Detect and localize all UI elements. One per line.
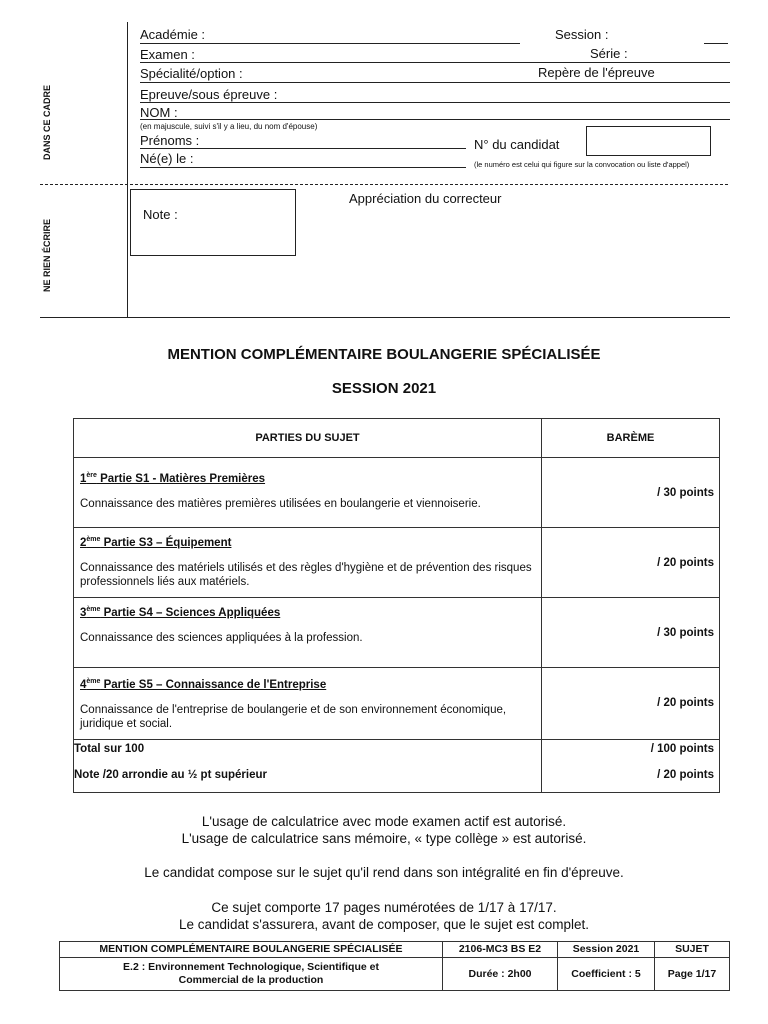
part-points: / 20 points: [542, 528, 720, 598]
footer-table: [59, 941, 730, 991]
table-row: [74, 668, 720, 740]
specialite-label: Spécialité/option :: [140, 66, 243, 81]
examen-label: Examen :: [140, 47, 195, 62]
table-row: [74, 598, 720, 668]
footer-sujet: SUJET: [655, 942, 730, 958]
ne-le-label: Né(e) le :: [140, 151, 194, 166]
totals-row: [74, 739, 720, 792]
header-frame-left: [127, 22, 128, 317]
academie-line: [140, 43, 520, 44]
footer-coef: Coefficient : 5: [558, 958, 655, 991]
serie-label: Série :: [590, 46, 628, 61]
note-label: Note :: [143, 207, 178, 222]
part-cell: [74, 668, 542, 740]
part-desc: Connaissance des matières premières utilisées en boulangerie et viennoiserie.: [80, 497, 481, 510]
part-title: 2ème Partie S3 – Équipement: [80, 536, 232, 549]
footer-code: 2106-MC3 BS E2: [443, 942, 558, 958]
totals-labels: [74, 739, 542, 792]
note-20-label: Note /20 arrondie au ½ pt supérieur: [74, 768, 267, 781]
epreuve-label: Epreuve/sous épreuve :: [140, 87, 278, 102]
part-points: / 30 points: [542, 458, 720, 528]
specialite-line: [140, 82, 730, 83]
footer-row-2: [60, 958, 730, 991]
col-header-parts: PARTIES DU SUJET: [74, 419, 542, 458]
part-desc: Connaissance de l'entreprise de boulangerie et de son environnement économique, juridique et social.: [80, 703, 507, 730]
part-cell: [74, 458, 542, 528]
examen-line: [140, 62, 730, 63]
calculator-note-2: L'usage de calculatrice sans mémoire, « type collège » est autorisé.: [181, 831, 587, 846]
total-label: Total sur 100: [74, 742, 145, 755]
check-note: Le candidat s'assurera, avant de composer, que le sujet est complet.: [178, 917, 590, 932]
totals-points: [542, 739, 720, 792]
col-header-bareme: BARÈME: [542, 419, 720, 458]
table-header-row: [74, 419, 720, 458]
header-frame-bottom: [40, 317, 730, 318]
session-line: [704, 43, 728, 44]
part-title: 1ère Partie S1 - Matières Premières: [80, 472, 266, 485]
footer-row-1: [60, 942, 730, 958]
footer-session: Session 2021: [558, 942, 655, 958]
session-label: Session :: [555, 27, 609, 42]
calculator-note-1: L'usage de calculatrice avec mode examen actif est autorisé.: [201, 814, 567, 829]
candidat-label: N° du candidat: [474, 137, 560, 152]
nom-line: [140, 119, 730, 120]
nom-note: (en majuscule, suivi s'il y a lieu, du nom d'épouse): [140, 122, 318, 131]
academie-label: Académie :: [140, 27, 206, 42]
repere-label: Repère de l'épreuve: [538, 65, 655, 80]
candidat-note: (le numéro est celui qui figure sur la convocation ou liste d'appel): [474, 160, 690, 169]
part-desc: Connaissance des sciences appliquées à la profession.: [80, 631, 363, 644]
bareme-table: [73, 418, 720, 793]
footer-duree: Durée : 2h00: [443, 958, 558, 991]
side-label-top: DANS CE CADRE: [42, 84, 52, 160]
part-cell: [74, 528, 542, 598]
footer-page: Page 1/17: [655, 958, 730, 991]
side-label-bottom: NE RIEN ÉCRIRE: [42, 218, 52, 292]
nom-label: NOM :: [140, 105, 178, 120]
part-points: / 30 points: [542, 598, 720, 668]
ne-le-line: [140, 167, 466, 168]
pages-note: Ce sujet comporte 17 pages numérotées de 1/17 à 17/17.: [211, 900, 557, 915]
part-desc: Connaissance des matériels utilisés et des règles d'hygiène et de prévention des risques professionnels liés aux matériels.: [80, 561, 532, 588]
part-cell: [74, 598, 542, 668]
compose-note: Le candidat compose sur le sujet qu'il rend dans son intégralité en fin d'épreuve.: [144, 865, 624, 880]
main-title: MENTION COMPLÉMENTAIRE BOULANGERIE SPÉCIALISÉE: [167, 346, 601, 363]
candidat-number-box[interactable]: [586, 126, 711, 156]
session-title: SESSION 2021: [331, 380, 437, 397]
prenoms-line: [140, 148, 466, 149]
epreuve-line: [140, 102, 730, 103]
total-points: / 100 points: [650, 742, 714, 755]
table-row: [74, 458, 720, 528]
footer-mention: MENTION COMPLÉMENTAIRE BOULANGERIE SPÉCIALISÉE: [60, 942, 443, 958]
note-20-points: / 20 points: [657, 768, 714, 781]
appreciation-label: Appréciation du correcteur: [349, 191, 502, 206]
header-cut-line: [40, 184, 728, 185]
footer-epreuve: E.2 : Environnement Technologique, Scientifique et Commercial de la production: [60, 958, 443, 991]
prenoms-label: Prénoms :: [140, 133, 200, 148]
part-title: 4ème Partie S5 – Connaissance de l'Entreprise: [80, 678, 327, 691]
table-row: [74, 528, 720, 598]
part-points: / 20 points: [542, 668, 720, 740]
part-title: 3ème Partie S4 – Sciences Appliquées: [80, 606, 281, 619]
note-box[interactable]: [130, 189, 296, 256]
